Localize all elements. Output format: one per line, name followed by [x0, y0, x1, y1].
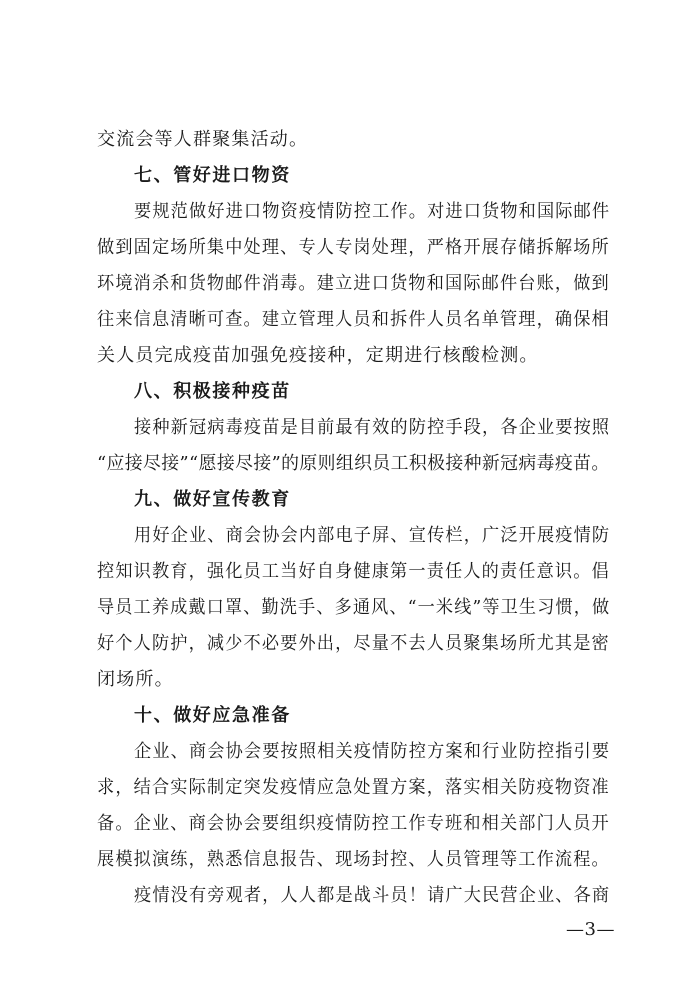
body-line: 往来信息清晰可查。建立管理人员和拆件人员名单管理，确保相 — [97, 309, 610, 330]
section-heading-9: 九、做好宣传教育 — [134, 489, 291, 510]
section-heading-8: 八、积极接种疫苗 — [134, 381, 291, 402]
body-line: 关人员完成疫苗加强免疫接种，定期进行核酸检测。 — [97, 345, 539, 366]
body-line: 好个人防护，减少不必要外出，尽量不去人员聚集场所尤其是密 — [97, 633, 610, 654]
body-line: 控知识教育，强化员工当好自身健康第一责任人的责任意识。倡 — [97, 561, 610, 582]
section-heading-7: 七、管好进口物资 — [134, 165, 291, 186]
body-line: 备。企业、商会协会要组织疫情防控工作专班和相关部门人员开 — [97, 813, 610, 834]
body-line: 疫情没有旁观者，人人都是战斗员！请广大民营企业、各商 — [134, 885, 611, 906]
body-line: 要规范做好进口物资疫情防控工作。对进口货物和国际邮件 — [134, 201, 611, 222]
body-line: 用好企业、商会协会内部电子屏、宣传栏，广泛开展疫情防 — [134, 525, 611, 546]
body-line: 环境消杀和货物邮件消毒。建立进口货物和国际邮件台账，做到 — [97, 273, 610, 294]
body-line: 闭场所。 — [97, 669, 174, 690]
body-line: 企业、商会协会要按照相关疫情防控方案和行业防控指引要 — [134, 741, 611, 762]
section-heading-10: 十、做好应急准备 — [134, 705, 291, 726]
body-line: 展模拟演练，熟悉信息报告、现场封控、人员管理等工作流程。 — [97, 849, 610, 870]
body-line: 接种新冠病毒疫苗是目前最有效的防控手段，各企业要按照 — [134, 417, 611, 438]
body-line: 做到固定场所集中处理、专人专岗处理，严格开展存储拆解场所 — [97, 237, 610, 258]
body-line: 求，结合实际制定突发疫情应急处置方案，落实相关防疫物资准 — [97, 777, 610, 798]
body-line: “应接尽接”“愿接尽接”的原则组织员工积极接种新冠病毒疫苗。 — [97, 453, 610, 474]
body-line: 交流会等人群聚集活动。 — [97, 129, 309, 150]
body-line: 导员工养成戴口罩、勤洗手、多通风、“一米线”等卫生习惯，做 — [97, 597, 611, 618]
page-number: —3— — [566, 919, 615, 940]
